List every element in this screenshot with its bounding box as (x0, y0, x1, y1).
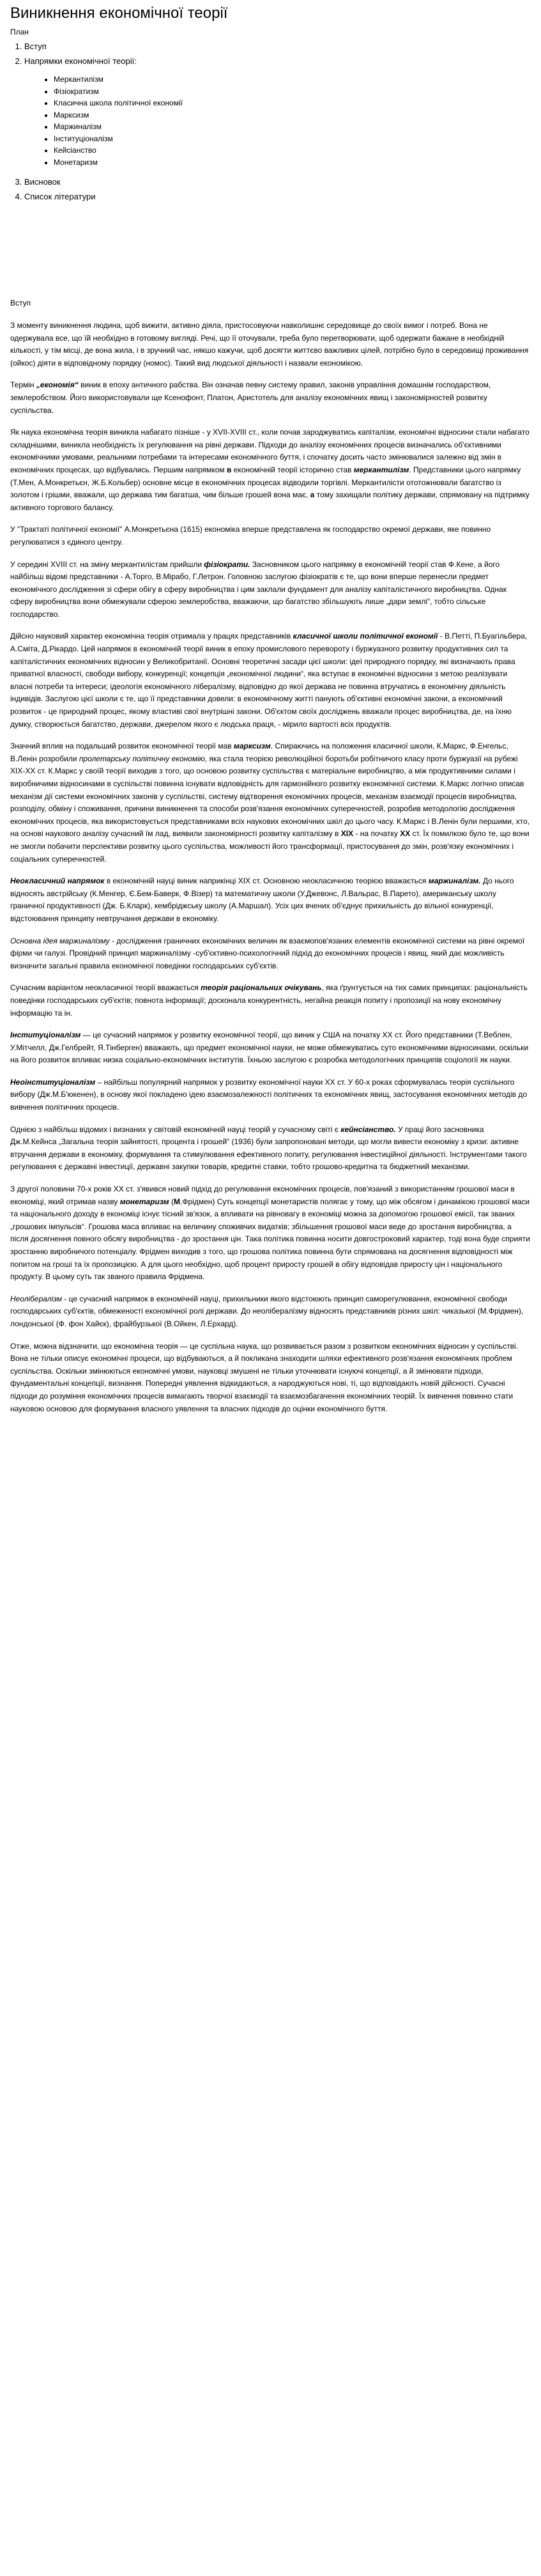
toc-subitem: • Меркантилізм (54, 74, 531, 85)
text-run: Значний вплив на подальший розвиток економічної теорії мав (10, 741, 234, 751)
text-run: - на початку (353, 829, 400, 839)
toc-subitem: • Інституціоналізм (54, 134, 531, 144)
paragraph (10, 1183, 531, 1284)
text-run: ст. Їх помилкою було те, що вони не змогли побачити перспективи розвитку цього суспільства, можливості його трансформації, пристосування до змін, розв'язку економічних і соціальних суперечностей. (10, 829, 530, 864)
emphasized-term: Неолібералізм (10, 1294, 62, 1303)
text-run: , яка ґрунтується на тих самих принципах: раціональність поведінки господарських суб'єктів; повнота інформації; досконала конкурентність, негайна реакція попиту і пропозиції на нову економічну інформацію та ін. (10, 983, 528, 1018)
paragraph (10, 320, 531, 369)
text-run: економічній теорії історично став (231, 465, 354, 474)
text-run: - це сучасний напрямок в економічній науці, прихильники якого відстоюють принцип саморегулювання, економічної свободи господарських суб'єктів, обмеженості економічної ролі держави. До неолібералізму відносять представників різних шкіл: чиказької (М.Фрідмен), лондонської (Ф. фон Хайєк), фрайбурзької (В.Ойкен, Л.Ерхард). (10, 1294, 524, 1328)
paragraph (10, 1076, 531, 1114)
text-run: - В.Петті, П.Буагільбера, А.Сміта, Д.Рікардо. Цей напрямок в економічній теорії виник в епоху промислового перевороту і буржуазного розвитку продуктивних сил та капіталістичних економічних відносин у Великобританії. Основні теоретичні засади цієї школи: ідеї природного порядку, які визначають права приватної власності, свободи вибору, конкуренції; концепція „економічної людини“, яка вступає в економічні відносини з метою реалізувати власні потреби та інтереси; ідеологія економічного лібералізму, відповідно до якої держава не повинна втручатись в економічну діяльність індивідів. Заслугою цієї школи є те, що її представники довели: в економічному житті панують об'єктивні економічні закони, а економічний розвиток - це природний процес, якому властиві свої внутрішні закони. Об'єктом своїх досліджень вважали процес виробництва, де, на їхню думку, створюється багатство, держави, джерелом якого є людська праця, - мірило вартості всіх продуктів. (10, 632, 528, 729)
text-run: Дійсно науковий характер економічна теорія отримала у працях представників (10, 632, 293, 641)
text-run: Термін (10, 380, 36, 390)
paragraph (10, 1029, 531, 1067)
toc-item (24, 176, 531, 187)
toc-subitem: • Монетаризм (54, 157, 531, 168)
paragraph (10, 875, 531, 925)
emphasized-term: фізіократи. (204, 559, 250, 569)
paragraph (10, 379, 531, 417)
paragraph (10, 426, 531, 514)
emphasized-term: М (174, 1197, 181, 1206)
toc-subitem: • Маржиналізм (54, 121, 531, 132)
toc-item-label: Напрямки економічної теорії: (24, 56, 137, 66)
emphasized-term: Неокласичний напрямок (10, 876, 105, 886)
toc-subitem: • Кейсіанство (54, 145, 531, 156)
text-run: З другої половини 70-х років ХХ ст. з'явився новий підхід до регулювання економічних процесів, пов'язаний з використанням грошової маси в економіці, який отримав назву (10, 1184, 515, 1206)
text-run: тому захищали політику держави, спрямовану на підтримку активного торгового балансу. (10, 490, 530, 512)
emphasized-term: а (310, 490, 315, 500)
emphasized-term: кейнсіанство. (340, 1124, 396, 1134)
toc-item (24, 41, 531, 52)
plan-label: План (10, 27, 29, 36)
paragraph (10, 1340, 531, 1416)
emphasized-term: Неоінституціоналізм (10, 1077, 96, 1087)
toc-subitem: • Марксизм (54, 110, 531, 121)
text-run: Засновником цього напрямку в економічній теорії став Ф.Кене, а його найбільш відомі представники - А.Торго, В.Мірабо, Г.Летрон. Головною заслугою фізіократів є те, що вони вперше перенесли предмет економічного дослідження зі сфери обігу в сферу виробництва і цим заклали фундамент для аналізу капіталістичного виробництва. Однак сферу виробництва вони обмежували сферою землеробства, вважаючи, що багатство збільшують лише „дари землі“, тобто сільське господарство. (10, 559, 507, 619)
emphasized-term: XX (400, 829, 411, 839)
emphasized-term: маржиналізм. (428, 876, 481, 886)
paragraph (10, 982, 531, 1020)
text-run: – найбільш популярний напрямок у розвитку економічної науки ХХ ст. У 60-х роках сформувалась теорія суспільного вибору (Дж.М.Б'юкенен), в основу якої покладено ідею взаємозалежності політичних та економічних явищ, застосування економічних методів до вивчення політичних процесів. (10, 1077, 528, 1112)
text-run: У середині XVIII ст. на зміну меркантилістам прийшли (10, 559, 204, 569)
toc-item-label: Список літератури (24, 192, 96, 201)
document-title: Виникнення економічної теорії (10, 4, 228, 22)
text-run: Однією з найбільш відомих і визнаних у світовій економічній науці теорій у сучасному світі є (10, 1124, 341, 1134)
paragraph (10, 630, 531, 731)
text-run: . Представники цього напрямку (Т.Мен, А.Монкретьєн, Ж.Б.Кольбер) основне місце в економічних процесах відводили торгівлі. Меркантилісти ототожнювали багатство із золотом і грішми, вважали, що держава тим багатша, чим більше грошей вона має, (10, 465, 521, 500)
toc-subitem: • Фізіократизм (54, 86, 531, 97)
toc-sublist (24, 74, 531, 167)
emphasized-term: „економія“ (36, 380, 79, 390)
text-run: Як наука економічна теорія виникла набагато пізніше - у XVII-XVIII ст., коли почав зароджуватись капіталізм, економічні відносини стали набагато складнішими, виникла необхідність їх регулювання на рівні держави. Підходи до аналізу економічних процесів визначались об'єктивними економічними умовами, реальними потребами та інтересами економічного буття, і спочатку досить часто змінювалися залежно від змін в економічних процесах, що відбувались. Першим напрямком (10, 428, 530, 474)
text-run: Сучасним варіантом неокласичної теорії вважається (10, 983, 201, 993)
toc-item-label: Висновок (24, 177, 61, 187)
toc-item (24, 56, 531, 167)
emphasized-term: теорія раціональних очікувань (201, 983, 322, 993)
text-run: виник в епоху античного рабства. Він означав певну систему правил, законів управління домашнім господарством, землеробством. Його використовували ще Ксенофонт, Платон, Аристотель для аналізу економічних явищ і закономірностей розвитку суспільства. (10, 380, 491, 415)
text-run: Отже, можна відзначити, що економічна теорія — це суспільна наука, що розвивається разом з розвитком економічних відносин у суспільстві. Вона не тільки описує економічні процеси, що відбуваються, а й покликана знаходити шляхи ефективного розв'язання економічних проблем суспільства. Оскільки змінюються економічні умови, науковці змушені не тільки уточнювати існуючі концепції, а й змінювати підходи, фундаментальні концепції, визнання. Попередні уявлення відкидаються, а народжуються нові, ті, що відповідають новій дійсності. Сучасні підходи до розуміння економічних процесів вимагають творчої взаємодії та взаємозбагачення економічних теорій. Їх вивчення повинно стати науковою основою для формування власного уявлення та власних підходів до оцінки економічного буття. (10, 1341, 519, 1413)
emphasized-term: в (227, 465, 232, 474)
paragraph (10, 935, 531, 973)
emphasized-term: монетаризм (119, 1197, 169, 1206)
text-run: ( (169, 1197, 174, 1206)
paragraph (10, 740, 531, 865)
text-run: — це сучасний напрямок у розвитку економічної теорії, що виник у США на початку XX ст. Його представники (Т.Веблен, У.Мітчелл, Дж.Гелбрейт, Я.Тінберген) вважають, що предмет економічної науки, не може обмежуватись суто економічними відносинами, оскільки на його розвиток впливає низка соціально-економічних інститутів. Їхньою заслугою є розробка методологічних принципів соціології як науки. (10, 1030, 529, 1065)
paragraph (10, 1124, 531, 1174)
intro-heading: Вступ (10, 299, 31, 307)
text-run: - дослідження граничних економічних величин як взаємопов'язаних елементів економічної системи на рівні окремої фірми чи галузі. Провідний принцип маржиналізму -суб'єктивно-психологічний підхід до економічних процесів і явищ, який дає можливість визначити загальні правила економічної поведінки господарських суб'єктів. (10, 936, 525, 970)
body-text (10, 320, 531, 1415)
emphasized-term: марксизм (233, 741, 271, 751)
emphasized-term: меркантилізм (353, 465, 409, 474)
text-run: . Спираючись на положення класичної школи, К.Маркс, Ф.Енгельс, В.Ленін розробили (10, 741, 508, 763)
text-run: З моменту виникнення людина, щоб вижити, активно діяла, пристосовуючи навколишнє середовище до своїх вимог і потреб. Вона не одержувала все, що їй необхідно в готовому вигляді. Речі, що її оточували, треба було перетворювати, щоб одержати бажане в необхідній кількості, у тім місці, де вона жила, і в зручний час, някшо кажучи, щоб досягти життєво важливих цілей, потрібно було в середовищі проживання (ойкос) діяти в відповідному порядку (номос). Такий вид людської діяльності і назвали економікою. (10, 321, 529, 368)
emphasized-term: Основна ідея маржиналізму (10, 936, 110, 945)
text-run: До нього відносять австрійську (К.Менгер, Є.Бем-Баверк, Ф.Візер) та математичну школи (У.Джевонс, Л.Вальрас, В.Парето), американську школу граничної продуктивності (Дж. Б.Кларк), кембріджську школу (А.Маршал). Усіх цих вчених об'єднує прихильність до вільної конкуренції, відстоювання принципу невтручання держави в економіку. (10, 876, 514, 923)
paragraph (10, 524, 531, 548)
emphasized-term: Інституціоналізм (10, 1030, 81, 1040)
emphasized-term: XIX (340, 829, 354, 839)
toc-item-label: Вступ (24, 42, 47, 51)
table-of-contents (10, 41, 531, 202)
text-run: в економічній науці виник наприкінці XIX ст. Основною неокласичною теорією вважається (104, 876, 429, 886)
toc-item (24, 191, 531, 202)
text-run: У "Трактаті політичної економії" А.Монкретьєна (1615) економіка вперше представлена як господарство окремої держави, яке повинно регулюватися з єдиного центру. (10, 525, 491, 547)
toc-subitem: • Класична школа політичної економії (54, 98, 531, 109)
paragraph (10, 559, 531, 621)
emphasized-term: класичної школи політичної економії (293, 632, 438, 641)
paragraph (10, 1293, 531, 1331)
emphasized-term: пролетарську політичну економію (79, 754, 205, 763)
text-run: У праці його засновника Дж.М.Кейнса „Загальна теорія зайнятості, процента і грошей“ (1936) були запропоновані методи, що могли вивести економіку з кризи: активне втручання держави в економіку, формування та стимулювання ефективного попиту, регулювання інвестиційної діяльності. Інструментами такого регулювання є державні інвестиції, державні закупки товарів, кредитні ставки, тобто грошово-кредитна та бюджетний механізми. (10, 1124, 527, 1172)
text-run: .Фрідмен) Суть концепції монетаристів полягає у тому, що між обсягом і динамікою грошової маси та національного доходу в економіці існує тісний зв'язок, а впливати на рівновагу в економіці можна за допомогою грошової емісії, так званих „грошових імпульсів“. Грошова маса впливає на величину споживчих видатків; збільшення грошової маси веде до зростання виробництва, а після досягнення повного обсягу виробництва - до зростання цін. Така політика повинна носити довгостроковий характер, тоді вона буде сприяти зростанню виробничого потенціалу. Фрідмен виходив з того, що грошова політика повинна бути спрямована на досягнення відповідності між попитом на гроші та їх пропозицією. А для цього необхідно, щоб процент приросту грошей в обігу відповідав приросту цін і національного продукту. В цьому суть так званого правила Фрідмена. (10, 1197, 530, 1282)
text-run: , яка стала теорією революційної боротьби робітничого класу проти буржуазії на рубежі XIX-XX ст. К.Маркс у своїй теорії виходив з того, що основою розвитку суспільства є матеріальне виробництво, а між продуктивними силами і виробничими відносинами в суспільстві повинна існувати відповідність для гармонійного розвитку економічної системи. К.Маркс логічно описав механізм дії системи економічних законів у суспільстві, систему відтворення економічних процесів, механізм взаємодії процесів виробництва, розподілу, обміну і споживання, причини виникнення та способи розв'язання економічних суперечностей, розробив методологію дослідження економічних процесів, яка використовується представниками всіх наукових економічних шкіл до цього часу. К.Маркс і В.Ленін були першими, хто, на основі наукового аналізу сучасний їм лад, виявили закономірності розвитку капіталізму в (10, 754, 530, 839)
